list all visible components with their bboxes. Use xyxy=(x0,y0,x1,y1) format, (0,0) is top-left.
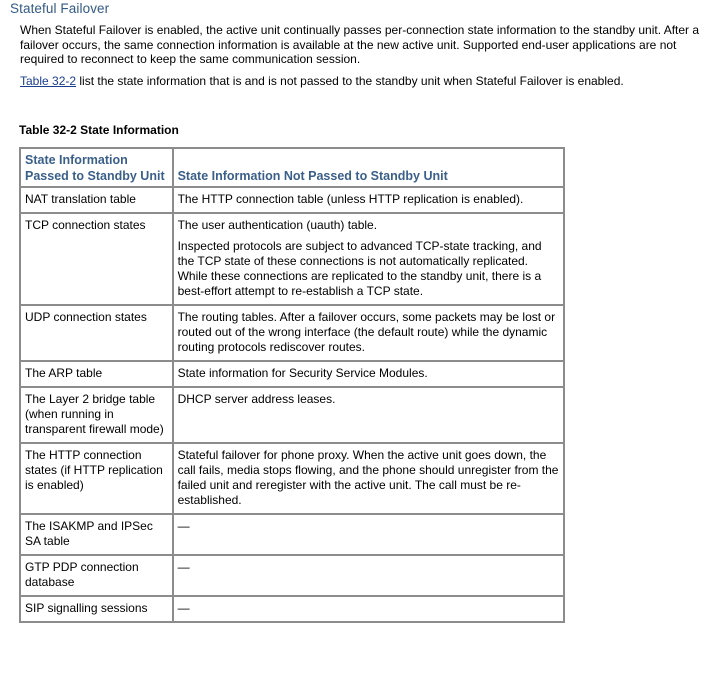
cell-not-passed-paragraph: The user authentication (uauth) table. xyxy=(177,218,378,232)
cell-not-passed xyxy=(173,361,564,387)
cell-not-passed-paragraph: — xyxy=(177,519,190,533)
table-reference-text: list the state information that is and is not passed to the standby unit when Stateful Failover is enabled. xyxy=(76,74,624,88)
cell-passed: The ISAKMP and IPSec SA table xyxy=(20,514,173,555)
table-row xyxy=(20,387,564,443)
table-row xyxy=(20,305,564,361)
cell-passed: TCP connection states xyxy=(20,213,173,305)
cell-passed: NAT translation table xyxy=(20,187,173,213)
table-row xyxy=(20,361,564,387)
cell-passed: The HTTP connection states (if HTTP replication is enabled) xyxy=(20,443,173,514)
table-row xyxy=(20,213,564,305)
table-caption: Table 32-2 State Information xyxy=(19,123,179,137)
cell-passed: UDP connection states xyxy=(20,305,173,361)
table-32-2-link[interactable]: Table 32-2 xyxy=(20,74,77,88)
cell-not-passed xyxy=(173,213,564,305)
cell-not-passed xyxy=(173,596,564,622)
state-information-table xyxy=(19,147,565,623)
intro-paragraph: When Stateful Failover is enabled, the active unit continually passes per-connection state information to the standby unit. After a failover occurs, the same connection information is available at the new active unit. Supported end-user applications are not required to reconnect to keep the same communication session. xyxy=(20,23,700,66)
cell-not-passed-paragraph: — xyxy=(177,601,190,615)
cell-passed: GTP PDP connection database xyxy=(20,555,173,596)
cell-not-passed-paragraph: DHCP server address leases. xyxy=(177,392,336,406)
table-header-row xyxy=(20,148,564,187)
cell-not-passed-paragraph: Inspected protocols are subject to advanced TCP-state tracking, and the TCP state of these connections is not automatically replicated. While these connections are replicated to the standby unit, there is a best-effort attempt to re-establish a TCP state. xyxy=(177,239,542,298)
cell-not-passed-paragraph: — xyxy=(177,560,190,574)
header-passed: State Information Passed to Standby Unit xyxy=(20,148,173,187)
cell-not-passed xyxy=(173,187,564,213)
table-row xyxy=(20,596,564,622)
table-row xyxy=(20,187,564,213)
cell-passed: SIP signalling sessions xyxy=(20,596,173,622)
cell-passed: The ARP table xyxy=(20,361,173,387)
cell-passed: The Layer 2 bridge table (when running in transparent firewall mode) xyxy=(20,387,173,443)
cell-not-passed xyxy=(173,514,564,555)
table-row xyxy=(20,514,564,555)
cell-not-passed xyxy=(173,387,564,443)
header-not-passed: State Information Not Passed to Standby Unit xyxy=(173,148,564,187)
table-row xyxy=(20,555,564,596)
cell-not-passed xyxy=(173,305,564,361)
cell-not-passed xyxy=(173,443,564,514)
cell-not-passed-paragraph: The HTTP connection table (unless HTTP replication is enabled). xyxy=(177,192,524,206)
cell-not-passed-paragraph: The routing tables. After a failover occurs, some packets may be lost or routed out of the wrong interface (the default route) while the dynamic routing protocols rediscover routes. xyxy=(177,310,556,354)
section-title: Stateful Failover xyxy=(10,1,110,16)
cell-not-passed xyxy=(173,555,564,596)
table-row xyxy=(20,443,564,514)
cell-not-passed-paragraph: Stateful failover for phone proxy. When the active unit goes down, the call fails, media stops flowing, and the phone should unregister from the failed unit and reregister with the active unit. The call must be re-established. xyxy=(177,448,559,507)
cell-not-passed-paragraph: State information for Security Service Modules. xyxy=(177,366,428,380)
table-reference-paragraph xyxy=(20,74,702,89)
